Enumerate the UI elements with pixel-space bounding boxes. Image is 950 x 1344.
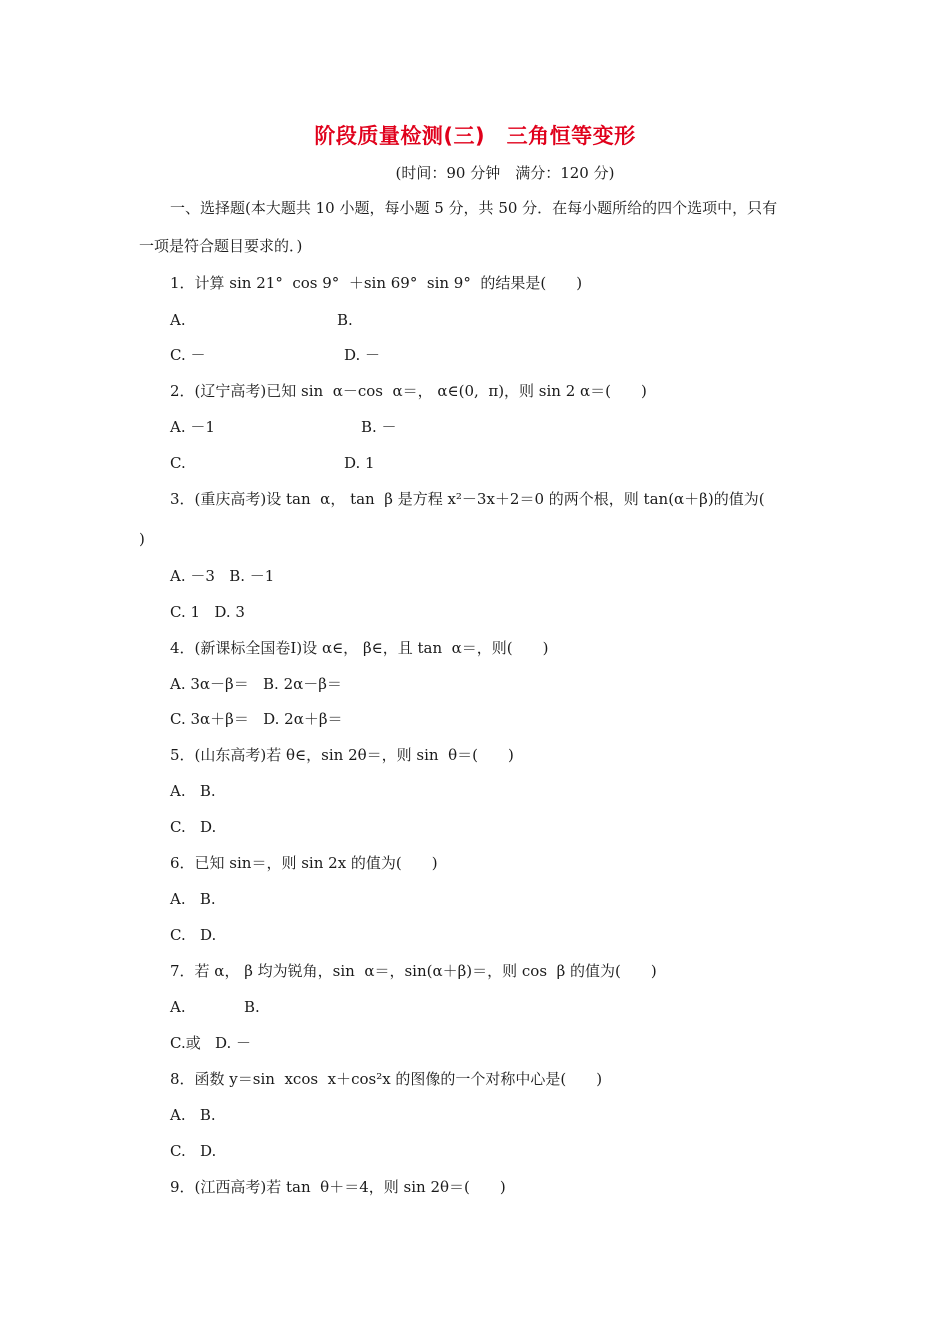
question-stem: 5．(山东高考)若 θ∈，sin 2θ＝，则 sin θ＝( ): [170, 746, 514, 764]
option-d: D. －: [344, 346, 381, 364]
option-a: A.: [170, 998, 186, 1016]
option-a: A.: [170, 311, 186, 329]
section-intro: 一、选择题(本大题共 10 小题，每小题 5 分，共 50 分．在每小题所给的四个选项中，只有: [170, 199, 778, 217]
options-cd: C. D.: [170, 926, 217, 944]
page-title: 阶段质量检测(三) 三角恒等变形: [314, 124, 636, 148]
option-b: B.: [337, 311, 353, 329]
section-intro-cont: 一项是符合题目要求的．): [139, 237, 303, 255]
option-a: A. －1: [170, 418, 215, 436]
question-stem: 8．函数 y＝sin xcos x＋cos²x 的图像的一个对称中心是( ): [170, 1070, 603, 1088]
option-b: B. －: [361, 418, 397, 436]
option-b: B.: [244, 998, 260, 1016]
question-stem-cont: ): [139, 530, 145, 548]
question-stem: 6．已知 sin＝，则 sin 2x 的值为( ): [170, 854, 438, 872]
options-cd: C. 3α＋β＝ D. 2α＋β＝: [170, 710, 343, 728]
options-cd: C. D.: [170, 1142, 217, 1160]
question-stem: 3．(重庆高考)设 tan α， tan β 是方程 x²－3x＋2＝0 的两个根，则 tan(α＋β)的值为(: [170, 490, 765, 508]
options-cd: C. D.: [170, 818, 217, 836]
options-ab: A. －3 B. －1: [170, 567, 275, 585]
option-c: C. －: [170, 346, 206, 364]
exam-info: (时间：90 分钟 满分：120 分): [395, 164, 615, 182]
options-ab: A. 3α－β＝ B. 2α－β＝: [170, 675, 342, 693]
option-c: C.: [170, 454, 186, 472]
option-d: D. 1: [344, 454, 375, 472]
options-cd: C. 1 D. 3: [170, 603, 245, 621]
options-ab: A. B.: [170, 1106, 216, 1124]
question-stem: 4．(新课标全国卷Ⅰ)设 α∈， β∈，且 tan α＝，则( ): [170, 639, 549, 657]
question-stem: 9．(江西高考)若 tan θ＋＝4，则 sin 2θ＝( ): [170, 1178, 506, 1196]
options-ab: A. B.: [170, 890, 216, 908]
options-cd: C.或 D. －: [170, 1034, 252, 1052]
question-stem: 2．(辽宁高考)已知 sin α－cos α＝， α∈(0, π)，则 sin 2 α＝( ): [170, 382, 647, 400]
question-stem: 1．计算 sin 21° cos 9° ＋sin 69° sin 9° 的结果是( ): [170, 274, 583, 292]
options-ab: A. B.: [170, 782, 216, 800]
question-stem: 7．若 α， β 均为锐角，sin α＝，sin(α＋β)＝，则 cos β 的值为( ): [170, 962, 657, 980]
